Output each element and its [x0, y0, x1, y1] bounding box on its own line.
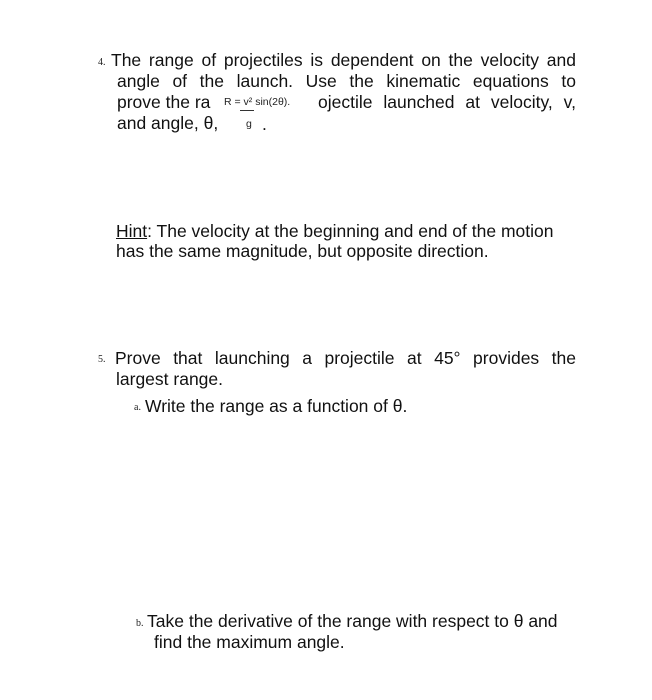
- range-formula-numerator: R = v² sin(2θ).: [224, 96, 291, 108]
- q4-line-4-period: .: [262, 114, 267, 134]
- q5-line-2: largest range.: [116, 369, 224, 389]
- range-formula-denominator: g: [246, 118, 252, 130]
- hint-text-1: : The velocity at the beginning and end of the motion: [147, 221, 554, 241]
- q4-line-3-end: ojectile launched at velocity, v,: [318, 92, 576, 112]
- q4-line-3-start: prove the ra: [117, 92, 211, 112]
- q5-line-1: Prove that launching a projectile at 45° provides the: [115, 348, 576, 368]
- q5-number: 5.: [98, 354, 106, 365]
- range-formula-fraction-bar: [240, 110, 254, 111]
- hint-label: Hint: [116, 221, 148, 241]
- q4-line-4-start: and angle, θ,: [117, 113, 219, 133]
- q5a-marker: a.: [134, 402, 141, 413]
- hint-line-2: has the same magnitude, but opposite direction.: [116, 241, 489, 261]
- q5a-text: Write the range as a function of θ.: [145, 396, 408, 416]
- q5b-line-1: Take the derivative of the range with respect to θ and: [147, 611, 558, 631]
- q5b-line-2: find the maximum angle.: [154, 632, 345, 652]
- q4-line-2: angle of the launch. Use the kinematic equations to: [117, 71, 576, 91]
- q4-number: 4.: [98, 57, 106, 68]
- hint-line-1: [116, 221, 553, 241]
- q4-line-1: The range of projectiles is dependent on the velocity and: [111, 50, 576, 70]
- q5b-marker: b.: [136, 618, 144, 629]
